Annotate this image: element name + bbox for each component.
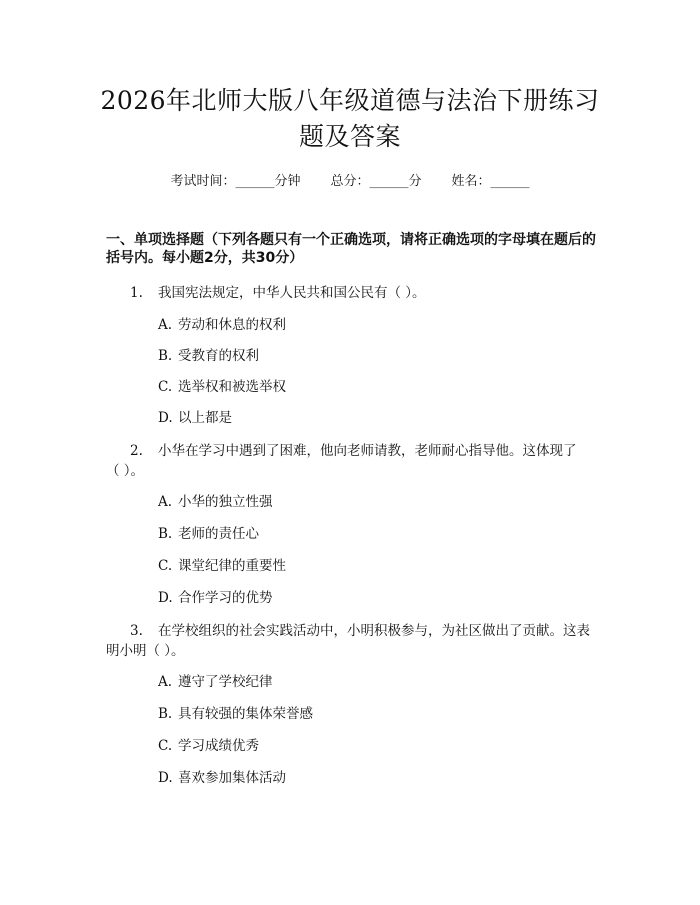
option-text: 遵守了学校纪律 [178,674,273,690]
question-stem: 在学校组织的社会实践活动中，小明积极参与，为社区做出了贡献。这表 [158,623,590,639]
question-1-option-d [158,407,232,429]
option-text: 具有较强的集体荣誉感 [178,706,313,722]
question-stem: 我国宪法规定，中华人民共和国公民有（ ）。 [158,285,426,301]
option-letter: C. [158,558,173,574]
question-3-option-d [158,767,286,789]
question-2-option-c [158,555,286,577]
option-letter: C. [158,379,173,395]
question-2-option-a [158,491,273,513]
option-letter: D. [158,590,173,606]
option-text: 小华的独立性强 [178,494,273,510]
option-text: 劳动和休息的权利 [178,317,286,333]
question-stem: 小华在学习中遇到了困难，他向老师请教，老师耐心指导他。这体现了 [158,443,577,459]
exam-meta-row [0,170,700,189]
question-1-option-a [158,314,286,336]
document-title-line-2: 题及答案 [298,122,401,151]
option-letter: D. [158,410,173,426]
question-2-option-b [158,523,259,545]
total-score-field: 总分：______分 [330,174,422,189]
document-title-line-1: 2026年北师大版八年级道德与法治下册练习 [100,86,600,115]
option-letter: A. [158,674,173,690]
section-heading-line-1: 一、单项选择题（下列各题只有一个正确选项，请将正确选项的字母填在题后的 [106,232,596,248]
question-3-option-b [158,703,313,725]
question-stem-continued: （ ）。 [106,463,145,479]
option-text: 受教育的权利 [178,348,259,364]
option-text: 老师的责任心 [178,526,259,542]
option-text: 喜欢参加集体活动 [178,770,286,786]
option-letter: B. [158,526,173,542]
option-letter: C. [158,738,173,754]
option-letter: A. [158,317,173,333]
question-2-option-d [158,587,273,609]
question-3-option-c [158,735,259,757]
option-text: 以上都是 [178,410,232,426]
option-text: 选举权和被选举权 [178,379,286,395]
option-text: 合作学习的优势 [178,590,273,606]
question-number: 3. [130,623,143,639]
exam-time-field: 考试时间：______分钟 [170,174,301,189]
question-number: 2. [130,443,143,459]
option-text: 课堂纪律的重要性 [178,558,286,574]
question-3-option-a [158,671,273,693]
option-letter: B. [158,348,173,364]
student-name-field: 姓名：______ [451,174,530,189]
question-1-option-b [158,345,259,367]
option-letter: D. [158,770,173,786]
question-1-option-c [158,376,286,398]
option-letter: A. [158,494,173,510]
option-letter: B. [158,706,173,722]
question-stem-continued: 明小明（ ）。 [106,643,185,659]
question-number: 1. [130,285,143,301]
section-heading-line-2: 括号内。每小题2分，共30分） [106,250,304,266]
option-text: 学习成绩优秀 [178,738,259,754]
